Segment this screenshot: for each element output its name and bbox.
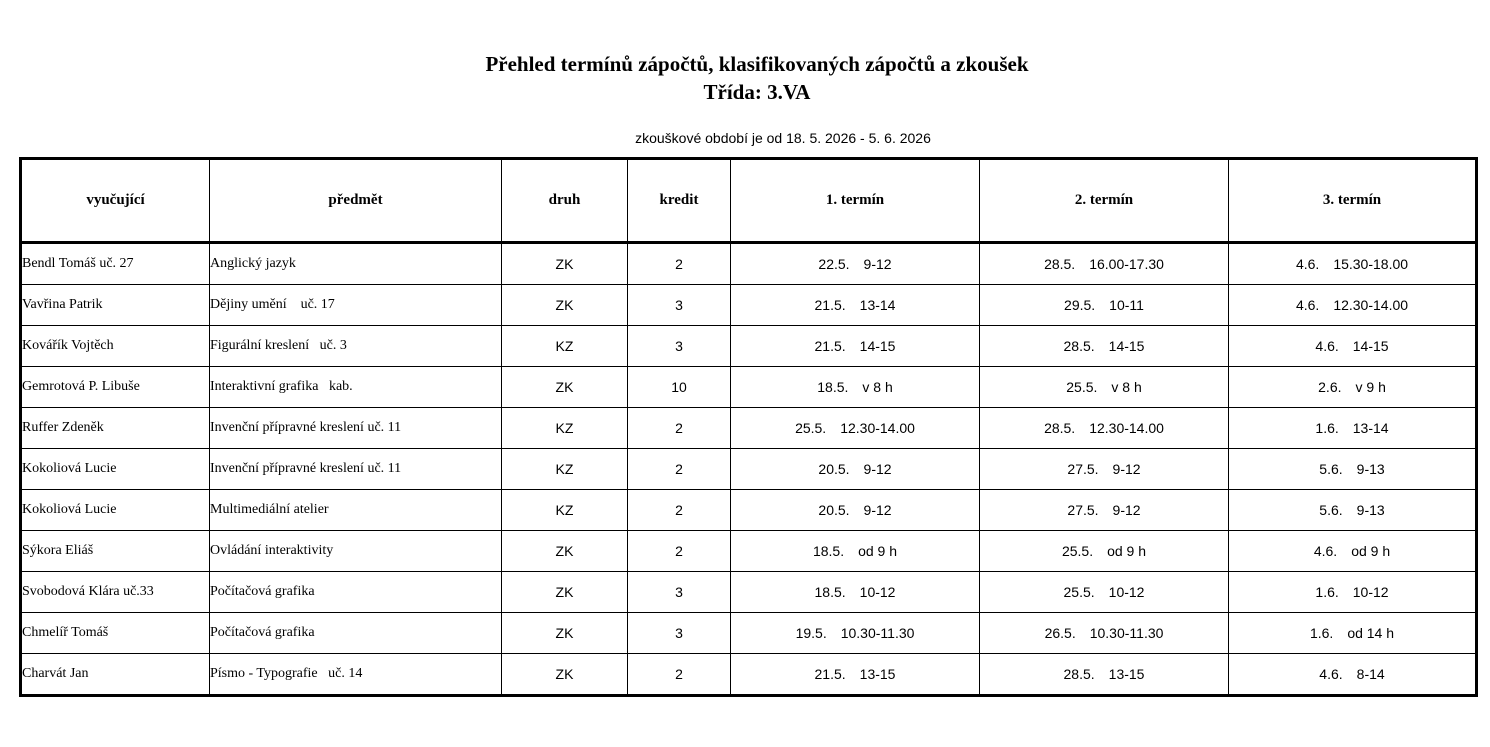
cell-subject-text: Dějiny umění uč. 17 [210, 297, 335, 312]
cell-credit [628, 654, 731, 696]
cell-subject [210, 572, 502, 613]
cell-credit [628, 613, 731, 654]
cell-teacher-text: Sýkora Eliáš [22, 543, 94, 558]
cell-term-2 [980, 572, 1229, 613]
cell-term-2-time: 16.00-17.30 [1089, 256, 1164, 272]
cell-term-3-date: 4.6. [1319, 666, 1343, 682]
cell-term-3-time: v 9 h [1355, 379, 1386, 395]
cell-credit [628, 572, 731, 613]
cell-term-1 [731, 654, 980, 696]
table-body [21, 243, 1477, 696]
cell-subject-text: Interaktivní grafika kab. [210, 379, 353, 394]
cell-credit [628, 326, 731, 367]
cell-term-1-date: 18.5. [812, 543, 845, 559]
cell-teacher-text: Kokoliová Lucie [22, 502, 117, 517]
cell-kind-text: KZ [555, 502, 574, 518]
cell-term-3-time: od 14 h [1347, 625, 1395, 641]
cell-kind [502, 654, 628, 696]
cell-term-1 [731, 613, 980, 654]
cell-term-1 [731, 285, 980, 326]
column-header-term-3: 3. termín [1229, 159, 1477, 243]
cell-term-1 [731, 408, 980, 449]
cell-teacher-text: Bendl Tomáš uč. 27 [22, 256, 134, 271]
cell-term-3-time: 13-14 [1352, 420, 1389, 436]
cell-subject-text: Multimediální atelier [210, 502, 329, 517]
cell-kind-text: ZK [555, 543, 574, 559]
cell-kind [502, 243, 628, 285]
table-row [21, 531, 1477, 572]
cell-term-2-time: 10-12 [1108, 584, 1145, 600]
cell-term-1-date: 21.5. [814, 338, 846, 354]
cell-term-2-date: 25.5. [1061, 543, 1094, 559]
cell-credit-text: 10 [671, 379, 687, 395]
cell-credit [628, 531, 731, 572]
cell-credit-text: 3 [675, 297, 683, 313]
cell-term-1-date: 21.5. [814, 297, 846, 313]
cell-teacher-text: Gemrotová P. Libuše [22, 379, 140, 394]
cell-term-3-time: od 9 h [1351, 543, 1391, 559]
cell-term-2-time: od 9 h [1107, 543, 1147, 559]
cell-subject-text: Invenční přípravné kreslení uč. 11 [210, 420, 402, 435]
cell-credit-text: 2 [675, 256, 683, 272]
cell-term-3-date: 4.6. [1295, 256, 1320, 272]
cell-subject-text: Počítačová grafika [210, 584, 315, 599]
cell-term-1-time: 14-15 [859, 338, 896, 354]
cell-term-2-time: 13-15 [1108, 666, 1145, 682]
cell-teacher-text: Charvát Jan [22, 666, 89, 681]
cell-credit-text: 2 [675, 502, 683, 518]
cell-term-1-date: 20.5. [818, 502, 850, 518]
column-header-subject: předmět [210, 159, 502, 243]
cell-credit-text: 2 [675, 461, 683, 477]
cell-term-3-time: 9-13 [1356, 461, 1385, 477]
cell-teacher [21, 449, 210, 490]
cell-term-1-date: 19.5. [795, 625, 827, 641]
cell-term-3 [1229, 408, 1477, 449]
cell-term-3 [1229, 367, 1477, 408]
cell-teacher [21, 613, 210, 654]
cell-term-1-date: 18.5. [817, 379, 849, 395]
cell-term-2 [980, 408, 1229, 449]
cell-term-2-date: 25.5. [1063, 584, 1095, 600]
cell-kind [502, 613, 628, 654]
cell-teacher-text: Ruffer Zdeněk [22, 420, 104, 435]
cell-kind [502, 572, 628, 613]
cell-subject-text: Anglický jazyk [210, 256, 296, 271]
cell-credit [628, 449, 731, 490]
cell-subject-text: Písmo - Typografie uč. 14 [210, 666, 363, 681]
cell-term-1-time: 9-12 [863, 502, 892, 518]
cell-term-2-date: 28.5. [1063, 666, 1095, 682]
cell-term-3 [1229, 285, 1477, 326]
cell-subject [210, 367, 502, 408]
cell-teacher [21, 285, 210, 326]
table-row [21, 243, 1477, 285]
column-header-term-1: 1. termín [731, 159, 980, 243]
cell-subject [210, 449, 502, 490]
cell-teacher [21, 490, 210, 531]
cell-term-3 [1229, 572, 1477, 613]
column-header-term-2: 2. termín [980, 159, 1229, 243]
cell-term-2-date: 29.5. [1064, 297, 1096, 313]
cell-kind-text: KZ [555, 461, 574, 477]
cell-kind-text: ZK [555, 666, 574, 682]
cell-kind-text: ZK [555, 584, 574, 600]
exam-period-note: zkouškové období je od 18. 5. 2026 - 5. 6. 2026 [635, 130, 931, 146]
cell-term-1-time: v 8 h [862, 379, 893, 395]
cell-term-2-date: 28.5. [1044, 420, 1076, 436]
table-row [21, 490, 1477, 531]
cell-term-3-time: 9-13 [1356, 502, 1385, 518]
cell-kind [502, 408, 628, 449]
exam-schedule-table [19, 157, 1478, 697]
cell-term-1 [731, 243, 980, 285]
cell-term-1-date: 20.5. [818, 461, 850, 477]
cell-term-3-date: 4.6. [1313, 543, 1338, 559]
cell-teacher [21, 367, 210, 408]
cell-credit [628, 285, 731, 326]
cell-term-2-date: 26.5. [1044, 625, 1076, 641]
table-row [21, 572, 1477, 613]
cell-term-3-time: 15.30-18.00 [1333, 256, 1409, 272]
cell-subject-text: Figurální kreslení uč. 3 [210, 338, 347, 353]
column-header-credit: kredit [628, 159, 731, 243]
cell-teacher-text: Svobodová Klára uč.33 [22, 584, 154, 599]
cell-subject [210, 531, 502, 572]
cell-subject [210, 654, 502, 696]
cell-term-2 [980, 490, 1229, 531]
cell-kind [502, 449, 628, 490]
cell-teacher [21, 243, 210, 285]
cell-term-2-date: 28.5. [1063, 338, 1095, 354]
cell-subject [210, 243, 502, 285]
table-row [21, 654, 1477, 696]
cell-term-1-time: 13-15 [859, 666, 896, 682]
cell-term-3 [1229, 613, 1477, 654]
cell-term-3-date: 1.6. [1315, 584, 1339, 600]
cell-teacher-text: Vavřina Patrik [22, 297, 103, 312]
cell-term-3-time: 14-15 [1352, 338, 1389, 354]
cell-term-1 [731, 367, 980, 408]
cell-term-1-time: 9-12 [863, 256, 892, 272]
cell-credit [628, 367, 731, 408]
table-row [21, 449, 1477, 490]
cell-term-1 [731, 326, 980, 367]
cell-term-1-time: od 9 h [858, 543, 898, 559]
cell-subject [210, 285, 502, 326]
cell-teacher [21, 531, 210, 572]
cell-subject-text: Ovládání interaktivity [210, 543, 334, 558]
cell-term-2-time: 14-15 [1108, 338, 1145, 354]
table-row [21, 285, 1477, 326]
cell-subject-text: Počítačová grafika [210, 625, 315, 640]
cell-term-2-time: 10-11 [1109, 297, 1144, 313]
cell-term-2-time: 12.30-14.00 [1089, 420, 1164, 436]
cell-term-1-date: 22.5. [818, 256, 850, 272]
cell-term-3 [1229, 654, 1477, 696]
cell-term-1 [731, 572, 980, 613]
cell-kind-text: ZK [555, 379, 574, 395]
cell-term-2-date: 27.5. [1067, 461, 1099, 477]
cell-term-1-time: 10.30-11.30 [840, 625, 915, 641]
cell-term-2 [980, 367, 1229, 408]
cell-teacher-text: Kokoliová Lucie [22, 461, 117, 476]
cell-credit-text: 2 [675, 420, 683, 436]
cell-term-2 [980, 449, 1229, 490]
cell-term-3-time: 8-14 [1356, 666, 1385, 682]
cell-term-1-date: 18.5. [814, 584, 846, 600]
cell-credit [628, 490, 731, 531]
cell-term-1 [731, 490, 980, 531]
column-header-teacher: vyučující [21, 159, 210, 243]
cell-teacher [21, 408, 210, 449]
cell-term-3-time: 10-12 [1352, 584, 1389, 600]
cell-term-2-date: 27.5. [1067, 502, 1099, 518]
cell-kind [502, 531, 628, 572]
cell-term-2 [980, 654, 1229, 696]
cell-term-3 [1229, 449, 1477, 490]
cell-kind-text: ZK [555, 625, 574, 641]
table-row [21, 326, 1477, 367]
table-row [21, 408, 1477, 449]
cell-term-2 [980, 285, 1229, 326]
cell-term-3 [1229, 243, 1477, 285]
table-row [21, 367, 1477, 408]
cell-kind [502, 285, 628, 326]
cell-term-1-time: 10-12 [859, 584, 896, 600]
cell-term-3-date: 4.6. [1315, 338, 1339, 354]
cell-teacher [21, 572, 210, 613]
cell-term-1 [731, 449, 980, 490]
cell-term-1-time: 9-12 [863, 461, 892, 477]
cell-term-3-date: 4.6. [1295, 297, 1320, 313]
cell-subject-text: Invenční přípravné kreslení uč. 11 [210, 461, 402, 476]
cell-teacher [21, 326, 210, 367]
cell-teacher-text: Kovářík Vojtěch [22, 338, 114, 353]
cell-subject [210, 408, 502, 449]
cell-term-1-date: 21.5. [814, 666, 846, 682]
cell-term-2-time: 10.30-11.30 [1089, 625, 1164, 641]
cell-kind [502, 367, 628, 408]
cell-teacher-text: Chmelíř Tomáš [22, 625, 109, 640]
class-title: Třída: 3.VA [703, 80, 811, 104]
table-row [21, 613, 1477, 654]
cell-term-2 [980, 531, 1229, 572]
cell-teacher [21, 654, 210, 696]
document-title: Přehled termínů zápočtů, klasifikovaných zápočtů a zkoušek [485, 52, 1029, 76]
cell-term-1-date: 25.5. [795, 420, 827, 436]
cell-subject [210, 490, 502, 531]
cell-term-1-time: 12.30-14.00 [840, 420, 915, 436]
cell-credit-text: 2 [675, 543, 683, 559]
cell-term-3-date: 1.6. [1309, 625, 1334, 641]
cell-term-1 [731, 531, 980, 572]
cell-credit [628, 243, 731, 285]
cell-term-2 [980, 326, 1229, 367]
table-header-row [21, 159, 1477, 243]
cell-subject [210, 326, 502, 367]
cell-term-2-time: 9-12 [1112, 502, 1141, 518]
cell-term-2 [980, 613, 1229, 654]
cell-kind-text: KZ [555, 420, 574, 436]
cell-credit-text: 3 [675, 584, 683, 600]
cell-term-2 [980, 243, 1229, 285]
cell-term-3 [1229, 531, 1477, 572]
cell-subject [210, 613, 502, 654]
cell-term-2-date: 28.5. [1044, 256, 1076, 272]
cell-term-3-time: 12.30-14.00 [1333, 297, 1409, 313]
cell-term-2-time: v 8 h [1111, 379, 1142, 395]
cell-kind-text: ZK [555, 297, 574, 313]
cell-term-3 [1229, 326, 1477, 367]
cell-kind [502, 326, 628, 367]
cell-credit-text: 2 [675, 666, 683, 682]
cell-term-3-date: 1.6. [1315, 420, 1339, 436]
cell-term-2-date: 25.5. [1066, 379, 1098, 395]
cell-term-3-date: 2.6. [1318, 379, 1342, 395]
cell-term-3-date: 5.6. [1319, 502, 1343, 518]
cell-credit-text: 3 [675, 625, 683, 641]
cell-kind [502, 490, 628, 531]
cell-term-2-time: 9-12 [1112, 461, 1141, 477]
cell-kind-text: ZK [555, 256, 574, 272]
cell-credit-text: 3 [675, 338, 683, 354]
cell-term-1-time: 13-14 [859, 297, 896, 313]
cell-kind-text: KZ [555, 338, 574, 354]
cell-term-3 [1229, 490, 1477, 531]
cell-term-3-date: 5.6. [1319, 461, 1343, 477]
column-header-kind: druh [502, 159, 628, 243]
cell-credit [628, 408, 731, 449]
